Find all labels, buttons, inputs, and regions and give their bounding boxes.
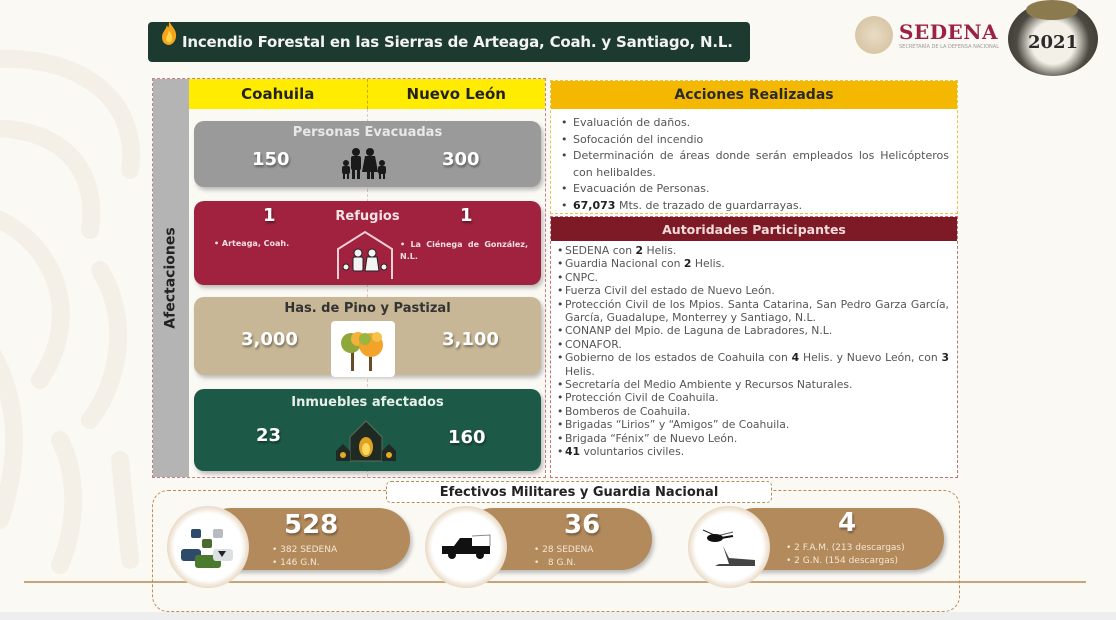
- state-nuevo-leon: Nuevo León: [406, 85, 506, 103]
- burning-house-icon: [334, 417, 398, 463]
- autoridades-list: [551, 241, 957, 459]
- list-item: • Protección Civil de Coahuila.: [557, 391, 949, 404]
- nuevo-leon-place: • La Ciénega de González, N.L.: [400, 240, 528, 261]
- aeronaves-breakdown: • 2 F.A.M. (213 descargas) • 2 G.N. (154 descargas): [786, 543, 905, 566]
- card-inmuebles: [194, 389, 541, 471]
- list-item: • Fuerza Civil del estado de Nuevo León.: [557, 284, 949, 297]
- list-item: • 41 voluntarios civiles.: [557, 445, 949, 458]
- vehiculos-breakdown: • 28 SEDENA • 8 G.N.: [534, 545, 594, 568]
- list-item: • Brigada “Fénix” de Nuevo León.: [557, 432, 949, 445]
- year-2021-badge: [1008, 2, 1098, 76]
- coahuila-value: 1: [263, 205, 276, 226]
- nuevo-leon-value: 160: [448, 427, 486, 448]
- nuevo-leon-value: 1: [460, 205, 473, 226]
- afectaciones-side-label: [153, 79, 189, 477]
- card-title: Has. de Pino y Pastizal: [284, 301, 451, 316]
- pickup-truck-icon: [425, 506, 507, 588]
- nuevo-leon-value: 300: [442, 149, 480, 170]
- list-item: • CONANP del Mpio. de Laguna de Labradores, N.L.: [557, 324, 949, 337]
- footer-strip: [0, 612, 1116, 620]
- state-header: [189, 79, 545, 109]
- autoridades-title: Autoridades Participantes: [551, 217, 957, 241]
- list-item: • Sofocación del incendio: [561, 132, 949, 149]
- card-hectareas: [194, 297, 541, 375]
- list-item: • Determinación de áreas donde serán empleados los Helicópteros con helibaldes.: [561, 148, 949, 181]
- tree-icon: [331, 321, 395, 377]
- list-item: • SEDENA con 2 Helis.: [557, 244, 949, 257]
- state-coahuila: Coahuila: [189, 79, 368, 109]
- list-item: • 67,073 Mts. de trazado de guardarrayas.: [561, 198, 949, 215]
- list-item: • CONAFOR.: [557, 338, 949, 351]
- afectaciones-label: Afectaciones: [163, 227, 179, 329]
- helicopter-icon: [688, 506, 770, 588]
- personal-total: 528: [284, 510, 339, 540]
- page-title: Incendio Forestal en las Sierras de Arteaga, Coah. y Santiago, N.L.: [182, 33, 733, 51]
- flame-icon: [160, 20, 178, 46]
- title-banner: [148, 22, 750, 62]
- national-seal-icon: [855, 16, 893, 54]
- coahuila-value: 150: [252, 149, 290, 170]
- card-title: Personas Evacuadas: [292, 125, 443, 140]
- nuevo-leon-value: 3,100: [442, 329, 499, 350]
- autoridades-panel: [550, 216, 958, 478]
- card-personas-evacuadas: [194, 121, 541, 187]
- acciones-title: Acciones Realizadas: [551, 81, 957, 109]
- list-item: • Protección Civil de los Mpios. Santa Catarina, San Pedro Garza García, García, Guadalupe, Monterrey y Santiago, N.L.: [557, 298, 949, 325]
- aeronaves-total: 4: [838, 508, 857, 538]
- emblem-watermark-icon: [0, 20, 160, 580]
- sedena-subtitle: SECRETARÍA DE LA DEFENSA NACIONAL: [899, 44, 999, 50]
- coahuila-value: 3,000: [241, 329, 298, 350]
- acciones-panel: [550, 80, 958, 214]
- afectaciones-panel: [152, 78, 546, 478]
- list-item: • Evaluación de daños.: [561, 115, 949, 132]
- family-icon: [340, 147, 388, 181]
- acciones-list: [551, 109, 957, 214]
- sedena-name: SEDENA: [899, 20, 999, 44]
- list-item: • Brigadas “Lirios” y “Amigos” de Coahuila.: [557, 418, 949, 431]
- eagle-crest-icon: [1026, 0, 1078, 20]
- coahuila-place: • Arteaga, Coah.: [214, 239, 290, 248]
- card-title: Refugios: [335, 209, 400, 224]
- year-label: 2021: [1027, 31, 1079, 53]
- card-title: Inmuebles afectados: [291, 395, 444, 410]
- coahuila-value: 23: [256, 425, 282, 446]
- shelter-icon: [334, 229, 396, 281]
- sedena-logo: [855, 16, 999, 54]
- vehiculos-total: 36: [564, 510, 601, 540]
- list-item: • Evacuación de Personas.: [561, 181, 949, 198]
- list-item: • Secretaría del Medio Ambiente y Recursos Naturales.: [557, 378, 949, 391]
- efectivos-title: Efectivos Militares y Guardia Nacional: [386, 481, 772, 503]
- list-item: • Gobierno de los estados de Coahuila con 4 Helis. y Nuevo León, con 3 Helis.: [557, 351, 949, 378]
- soldiers-icon: [167, 506, 249, 588]
- personal-breakdown: • 382 SEDENA • 146 G.N.: [272, 545, 338, 568]
- card-refugios: [194, 201, 541, 285]
- list-item: • Bomberos de Coahuila.: [557, 405, 949, 418]
- list-item: • Guardia Nacional con 2 Helis.: [557, 257, 949, 270]
- list-item: • CNPC.: [557, 271, 949, 284]
